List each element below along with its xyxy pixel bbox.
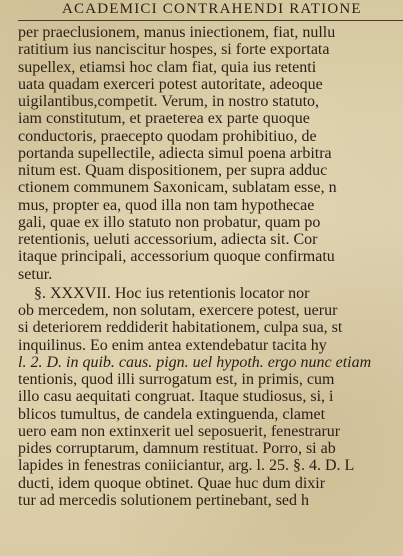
running-header: ACADEMICI CONTRAHENDI RATIONE [62, 1, 362, 17]
text-line: ducti, idem quoque obtinet. Quae huc dum dixir [18, 474, 326, 492]
text-line: pides corruptarum, damnum restituat. Porro, si ab [18, 440, 336, 457]
text-line: blicos tumultus, de candela extinguenda, clamet [18, 405, 326, 423]
text-line: tur ad mercedis solutionem pertinebant, sed h [18, 491, 310, 509]
text-line: ctionem communem Saxonicam, sublatam esse, n [18, 179, 337, 197]
body-text [18, 24, 403, 509]
text-line: ratitium ius nanciscitur hospes, si forte exportata [18, 41, 330, 59]
section-heading-line: §. XXXVII. Hoc ius retentionis locator nor [34, 284, 310, 302]
text-line: retentionis, ueluti accessorium, adiecta sit. Cor [18, 231, 318, 248]
text-line: iam constitutum, et praeterea ex parte quoque [18, 110, 310, 128]
text-line: itaque principali, accessorium quoque confirmatu [18, 248, 335, 266]
text-line: tentionis, quod illi surrogatum est, in primis, cum [18, 371, 335, 388]
header-rule [18, 20, 403, 21]
text-line: illo casu aequitati congruat. Itaque studiosus, si, i [18, 388, 334, 406]
text-line: inquilinus. Eo enim antea extendebatur tacita hy [18, 336, 327, 354]
text-line: conductoris, praecepto quodam prohibitiuo, de [18, 127, 317, 145]
text-line: si deteriorem reddiderit habitationem, culpa sua, st [18, 319, 343, 337]
text-line: nitum est. Quam dispositionem, per supra adduc [18, 162, 328, 179]
text-line: mus, propter ea, quod illa non tam hypothecae [18, 196, 315, 214]
text-line: ob mercedem, non solutam, exercere potest, uerur [18, 302, 338, 319]
text-line: setur. [18, 265, 53, 283]
text-line: lapides in fenestras coniiciantur, arg. l. 25. §. 4. D. L [18, 457, 355, 475]
text-line: uero eam non extinxerit uel seposuerit, fenestrarur [18, 422, 341, 440]
text-line: gali, quae ex illo statuto non probatur, quam po [18, 213, 321, 231]
text-line: per praeclusionem, manus iniectionem, fiat, nullu [18, 24, 336, 41]
text-line: supellex, etiamsi hoc clam fiat, quia ius retenti [18, 58, 317, 76]
citation-line: l. 2. D. in quib. caus. pign. uel hypoth. ergo nunc etiam [18, 353, 372, 371]
text-line: uata quadam exerceri potest autoritate, adeoque [18, 75, 323, 93]
text-line: uigilantibus,competit. Verum, in nostro statuto, [18, 93, 320, 110]
text-line: portanda supellectile, adiecta simul poena arbitra [18, 144, 332, 162]
